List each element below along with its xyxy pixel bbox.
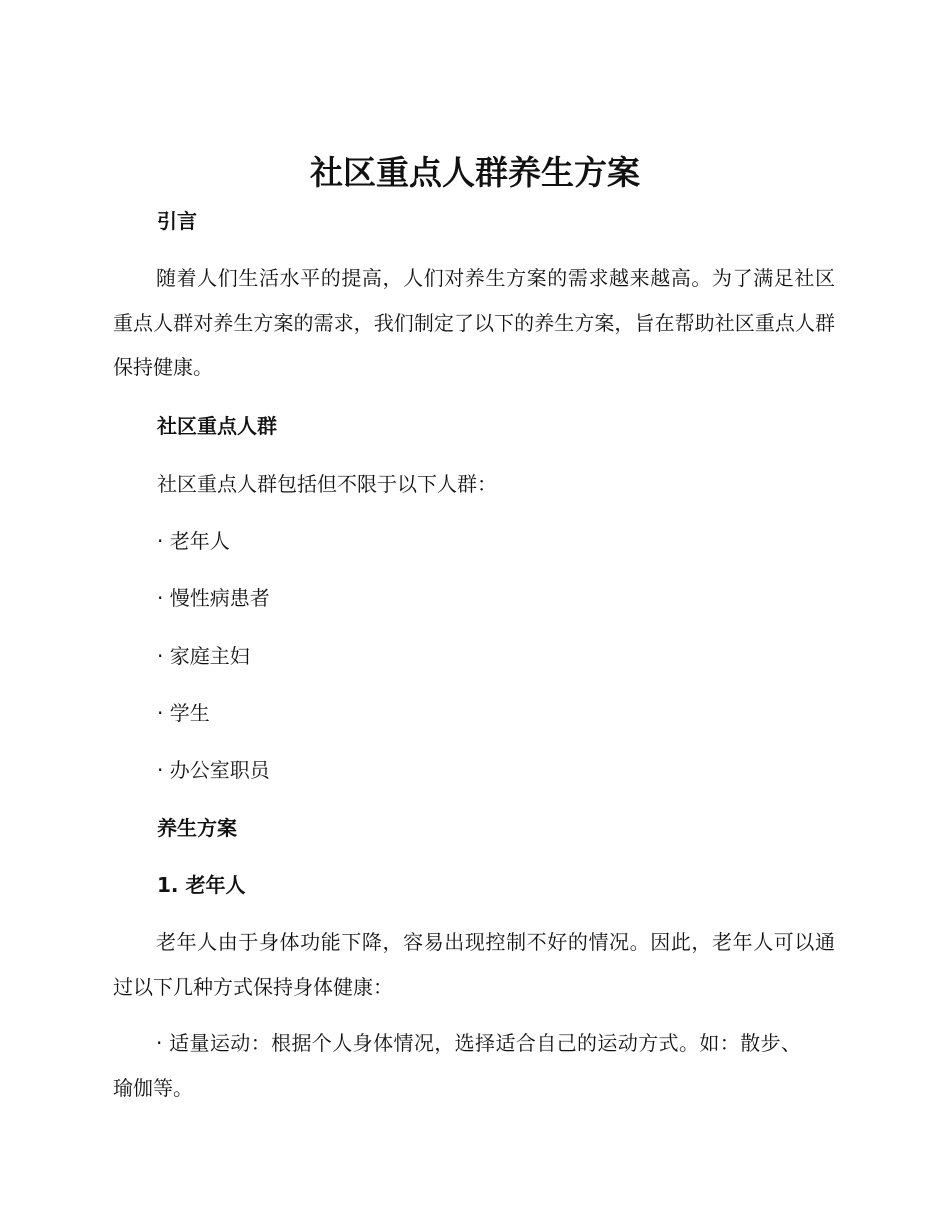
list-item: · 家庭主妇 bbox=[157, 644, 250, 668]
groups-heading: 社区重点人群 bbox=[157, 414, 277, 438]
plan-subheading: 1. 老年人 bbox=[157, 873, 246, 897]
groups-lead: 社区重点人群包括但不限于以下人群： bbox=[157, 472, 497, 496]
list-item: · 办公室职员 bbox=[157, 758, 270, 782]
list-item: · 慢性病患者 bbox=[157, 586, 270, 610]
list-item: · 老年人 bbox=[157, 529, 230, 553]
plan-bullet: · 适量运动：根据个人身体情况，选择适合自己的运动方式。如：散步、瑜伽等。 bbox=[113, 1031, 801, 1100]
plan-heading: 养生方案 bbox=[157, 816, 237, 840]
intro-paragraph: 随着人们生活水平的提高，人们对养生方案的需求越来越高。为了满足社区重点人群对养生方案的需求，我们制定了以下的养生方案，旨在帮助社区重点人群保持健康。 bbox=[113, 266, 835, 379]
list-item: · 学生 bbox=[157, 701, 210, 725]
document-title: 社区重点人群养生方案 bbox=[310, 153, 640, 192]
plan-paragraph: 老年人由于身体功能下降，容易出现控制不好的情况。因此，老年人可以通过以下几种方式保持身体健康： bbox=[113, 930, 835, 999]
intro-heading: 引言 bbox=[157, 209, 197, 233]
